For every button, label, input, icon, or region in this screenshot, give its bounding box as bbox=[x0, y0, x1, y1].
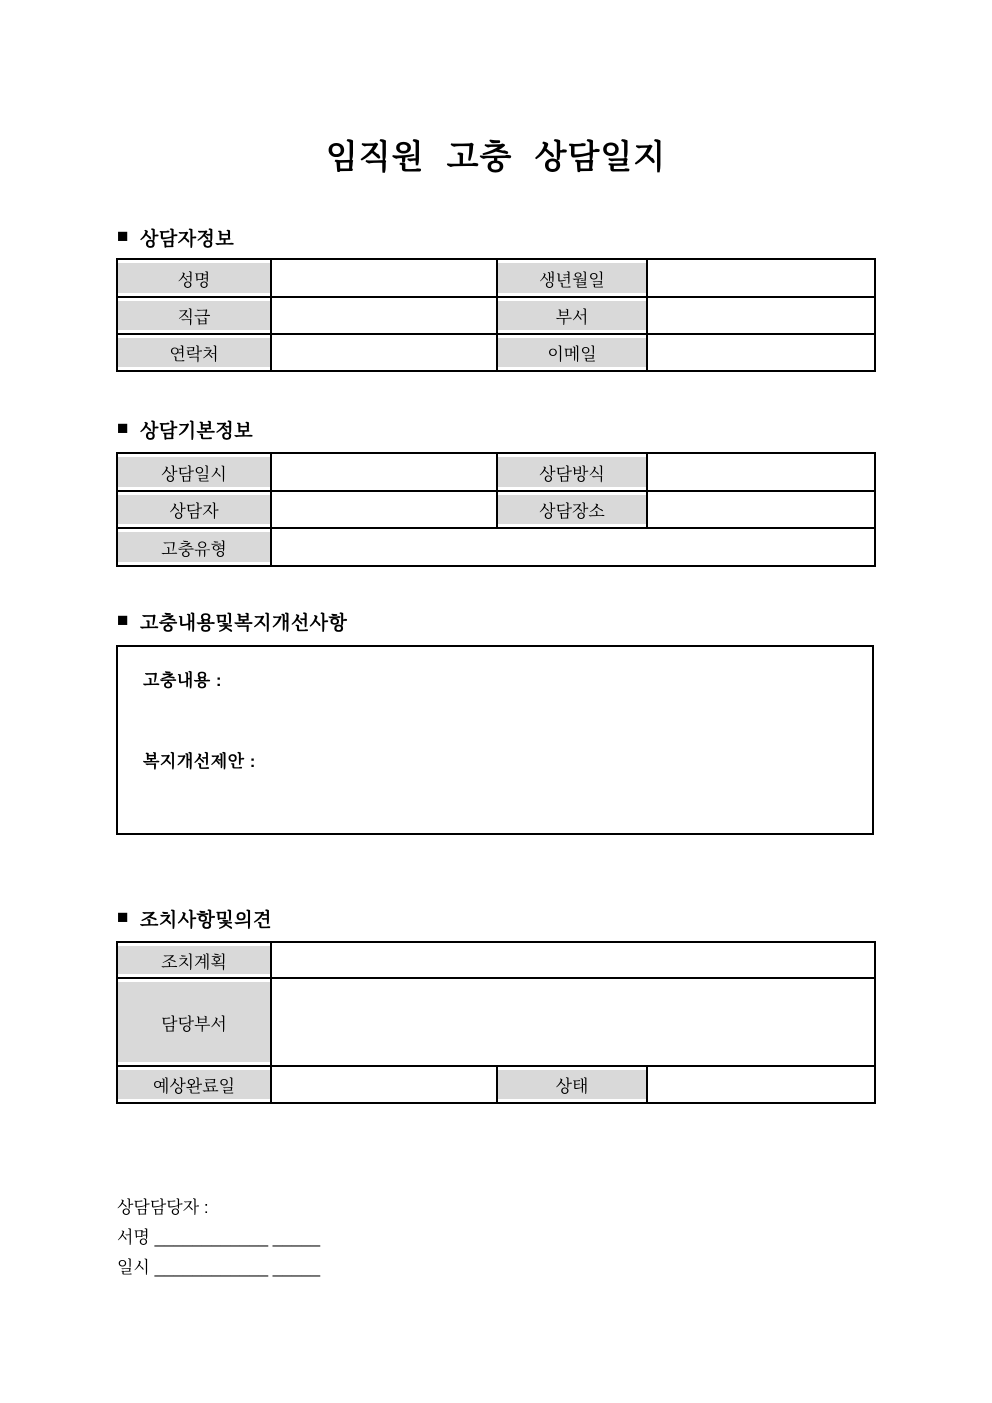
expected-completion-label-cell: 예상완료일 bbox=[117, 1066, 271, 1103]
signature-underscore-line[interactable]: ____________ _____ bbox=[149, 1228, 321, 1247]
section-heading-counselee-info bbox=[117, 224, 234, 251]
responsible-dept-value-cell[interactable] bbox=[271, 978, 875, 1066]
table-row bbox=[117, 942, 875, 978]
section-heading-counseling-basic-info bbox=[117, 416, 253, 443]
square-bullet-icon: ■ bbox=[117, 226, 129, 247]
action-plan-value-cell[interactable] bbox=[271, 942, 875, 978]
email-label-cell: 이메일 bbox=[497, 334, 647, 371]
date-label: 일시 bbox=[117, 1258, 150, 1277]
department-label-cell: 부서 bbox=[497, 297, 647, 334]
section-heading-label: 상담기본정보 bbox=[139, 421, 254, 442]
table-row bbox=[117, 978, 875, 1066]
section-heading-label: 상담자정보 bbox=[139, 229, 235, 250]
grievance-type-label-cell: 고충유형 bbox=[117, 528, 271, 566]
table-row bbox=[117, 528, 875, 566]
responsible-dept-label-cell: 담당부서 bbox=[117, 978, 271, 1066]
name-label-cell: 성명 bbox=[117, 259, 271, 297]
table-row bbox=[117, 491, 875, 528]
document-title: 임직원 고충 상담일지 bbox=[325, 138, 667, 175]
position-value-cell[interactable] bbox=[271, 297, 497, 334]
counseling-manager-label: 상담담당자 : bbox=[117, 1198, 209, 1217]
section-heading-actions-opinions bbox=[117, 905, 272, 932]
square-bullet-icon: ■ bbox=[117, 418, 129, 439]
table-row bbox=[117, 334, 875, 371]
counseling-basic-info-table bbox=[116, 452, 876, 567]
square-bullet-icon: ■ bbox=[117, 610, 129, 631]
counsel-method-label-cell: 상담방식 bbox=[497, 453, 647, 491]
expected-completion-value-cell[interactable] bbox=[271, 1066, 497, 1103]
counsel-datetime-label-cell: 상담일시 bbox=[117, 453, 271, 491]
status-label-cell: 상태 bbox=[497, 1066, 647, 1103]
signature-block bbox=[117, 1197, 320, 1287]
counselor-value-cell[interactable] bbox=[271, 491, 497, 528]
section-heading-label: 조치사항및의견 bbox=[139, 910, 272, 931]
contact-label-cell: 연락처 bbox=[117, 334, 271, 371]
name-value-cell[interactable] bbox=[271, 259, 497, 297]
position-label-cell: 직급 bbox=[117, 297, 271, 334]
status-value-cell[interactable] bbox=[647, 1066, 875, 1103]
email-value-cell[interactable] bbox=[647, 334, 875, 371]
table-row bbox=[117, 453, 875, 491]
grievance-content-field-label: 고충내용 : bbox=[143, 671, 223, 690]
table-row bbox=[117, 1066, 875, 1103]
counsel-datetime-value-cell[interactable] bbox=[271, 453, 497, 491]
signature-line[interactable] bbox=[117, 1227, 320, 1257]
welfare-improvement-field-label: 복지개선제안 : bbox=[143, 752, 256, 771]
birthdate-label-cell: 생년월일 bbox=[497, 259, 647, 297]
grievance-content-box[interactable] bbox=[116, 645, 874, 835]
counsel-method-value-cell[interactable] bbox=[647, 453, 875, 491]
section-heading-grievance-content bbox=[117, 608, 347, 635]
counselor-label-cell: 상담자 bbox=[117, 491, 271, 528]
signature-label: 서명 bbox=[117, 1228, 150, 1247]
counselee-info-table bbox=[116, 258, 876, 372]
table-row bbox=[117, 259, 875, 297]
birthdate-value-cell[interactable] bbox=[647, 259, 875, 297]
actions-opinions-table bbox=[116, 941, 876, 1104]
date-underscore-line[interactable]: ____________ _____ bbox=[149, 1258, 321, 1277]
counsel-place-label-cell: 상담장소 bbox=[497, 491, 647, 528]
grievance-type-value-cell[interactable] bbox=[271, 528, 875, 566]
contact-value-cell[interactable] bbox=[271, 334, 497, 371]
table-row bbox=[117, 297, 875, 334]
square-bullet-icon: ■ bbox=[117, 907, 129, 928]
action-plan-label-cell: 조치계획 bbox=[117, 942, 271, 978]
counsel-place-value-cell[interactable] bbox=[647, 491, 875, 528]
date-line[interactable] bbox=[117, 1257, 320, 1287]
department-value-cell[interactable] bbox=[647, 297, 875, 334]
section-heading-label: 고충내용및복지개선사항 bbox=[139, 613, 348, 634]
